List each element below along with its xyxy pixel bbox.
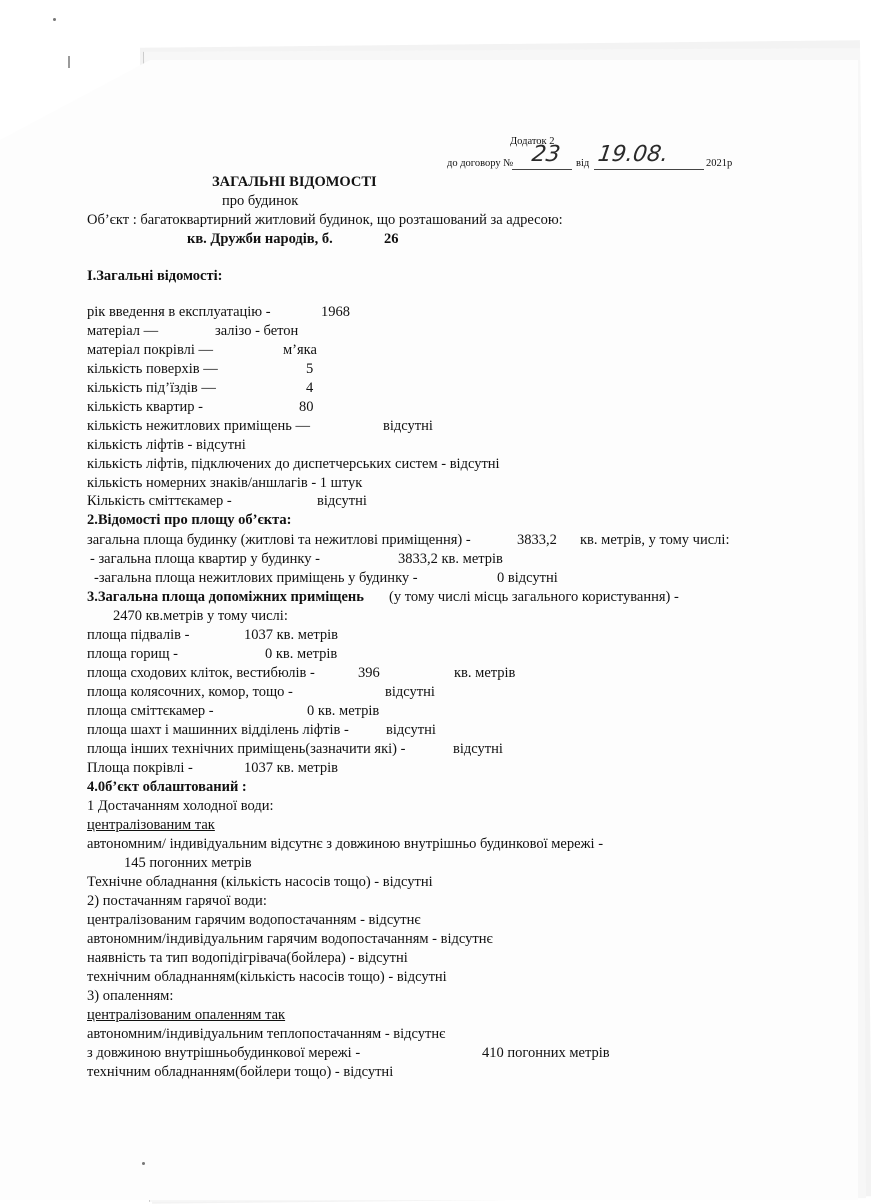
hot-water-autonomous: автономним/індивідуальним гарячим водопостачанням - відсутнє: [87, 931, 493, 947]
basement-area-label: площа підвалів -: [87, 627, 190, 643]
year-built-value: 1968: [321, 304, 350, 320]
contract-number-line: [512, 169, 572, 170]
hot-water-central: централізованим гарячим водопостачанням - відсутнє: [87, 912, 421, 928]
basement-area-value: 1037 кв. метрів: [244, 627, 339, 643]
apartments-value: 80: [299, 399, 314, 415]
hot-water-title: 2) постачанням гарячої води:: [87, 893, 267, 909]
garbage-area-value: 0 кв. метрів: [307, 703, 380, 719]
elevators-line: кількість ліфтів - відсутні: [87, 437, 246, 453]
heating-length-value: 410 погонних метрів: [482, 1045, 610, 1061]
dust-speck: [53, 18, 56, 21]
hot-water-boiler: наявність та тип водопідігрівача(бойлера) - відсутні: [87, 950, 408, 966]
section4-heading: 4.0б’єкт облаштований :: [87, 779, 247, 795]
storage-area-value: відсутні: [385, 684, 435, 700]
cold-water-length: 145 погонних метрів: [124, 855, 252, 871]
nonres-rooms-label: кількість нежитлових приміщень —: [87, 418, 310, 434]
staple-mark: [68, 56, 70, 68]
technical-rooms-area-label: площа інших технічних приміщень(зазначити які) -: [87, 741, 406, 757]
date-prefix: від: [576, 158, 590, 169]
cold-water-central: централізованим так: [87, 817, 215, 833]
contract-date-line: [594, 169, 704, 170]
object-description: Об’єкт : багатоквартирний житловий будинок, що розташований за адресою:: [87, 212, 563, 228]
year-built-label: рік введення в експлуатацію -: [87, 304, 271, 320]
entrances-value: 4: [306, 380, 314, 396]
entrances-label: кількість під’їздів —: [87, 380, 216, 396]
total-area-unit: кв. метрів, у тому числі:: [580, 532, 730, 548]
number-signs-line: кількість номерних знаків/аншлагів - 1 штук: [87, 475, 363, 491]
section3-heading: 3.Загальна площа допоміжних приміщень: [87, 589, 364, 605]
attic-area-label: площа горищ -: [87, 646, 178, 662]
heating-central: централізованим опаленням так: [87, 1007, 286, 1023]
apartments-label: кількість квартир -: [87, 399, 203, 415]
technical-rooms-area-value: відсутні: [453, 741, 503, 757]
appendix-label: Додаток 2: [510, 136, 555, 147]
page-subtitle: про будинок: [222, 193, 299, 209]
contract-number: 23: [530, 142, 562, 167]
heating-autonomous: автономним/індивідуальним теплопостачанням - відсутнє: [87, 1026, 446, 1042]
nonres-rooms-value: відсутні: [383, 418, 433, 434]
section3-heading-rest: (у тому числі місць загального користування) -: [389, 589, 679, 605]
section1-heading: I.Загальні відомості:: [87, 268, 223, 284]
address-number: 26: [384, 231, 399, 247]
garbage-area-label: площа сміттєкамер -: [87, 703, 214, 719]
stairs-area-value: 396: [358, 665, 380, 681]
contract-date: 19.08.: [596, 142, 670, 167]
total-area-label: загальна площа будинку (житлові та нежитлові приміщення) -: [87, 532, 471, 548]
elevator-shaft-area-label: площа шахт і машинних відділень ліфтів -: [87, 722, 349, 738]
apartments-area-value: 3833,2 кв. метрів: [398, 551, 503, 567]
stairs-area-label: площа сходових кліток, вестибюлів -: [87, 665, 315, 681]
total-area-value: 3833,2: [517, 532, 557, 548]
section2-heading: 2.Відомості про площу об’єкта:: [87, 512, 292, 528]
floors-label: кількість поверхів —: [87, 361, 218, 377]
heating-equipment: технічним обладнанням(бойлери тощо) - відсутні: [87, 1064, 394, 1080]
garbage-label: Кількість сміттєкамер -: [87, 493, 232, 509]
attic-area-value: 0 кв. метрів: [265, 646, 338, 662]
address-label: кв. Дружби народів, б.: [187, 231, 333, 247]
elevator-shaft-area-value: відсутні: [386, 722, 436, 738]
page-title: ЗАГАЛЬНІ ВІДОМОСТІ: [212, 174, 377, 190]
cold-water-equipment: Технічне обладнання (кількість насосів тощо) - відсутні: [87, 874, 433, 890]
heating-title: 3) опаленням:: [87, 988, 174, 1004]
roof-material-value: м’яка: [283, 342, 317, 358]
roof-material-label: матеріал покрівлі —: [87, 342, 213, 358]
garbage-value: відсутні: [317, 493, 367, 509]
floors-value: 5: [306, 361, 314, 377]
roof-area-value: 1037 кв. метрів: [244, 760, 339, 776]
stairs-area-unit: кв. метрів: [454, 665, 516, 681]
storage-area-label: площа колясочних, комор, тощо -: [87, 684, 293, 700]
nonres-area-value: 0 відсутні: [497, 570, 558, 586]
nonres-area-label: -загальна площа нежитлових приміщень у будинку -: [94, 570, 418, 586]
cold-water-title: 1 Достачанням холодної води:: [87, 798, 274, 814]
dispatch-elevators-line: кількість ліфтів, підключених до диспетчерських систем - відсутні: [87, 456, 500, 472]
aux-area-total: 2470 кв.метрів у тому числі:: [113, 608, 288, 624]
material-value: залізо - бетон: [215, 323, 299, 339]
dust-speck: [142, 1162, 145, 1165]
contract-prefix: до договору №: [447, 158, 514, 169]
cold-water-autonomous: автономним/ індивідуальним відсутнє з довжиною внутрішньо будинкової мережі -: [87, 836, 604, 852]
heating-length-label: з довжиною внутрішньобудинкової мережі -: [87, 1045, 361, 1061]
roof-area-label: Площа покрівлі -: [87, 760, 193, 776]
hot-water-equipment: технічним обладнанням(кількість насосів тощо) - відсутні: [87, 969, 447, 985]
apartments-area-label: - загальна площа квартир у будинку -: [90, 551, 320, 567]
material-label: матеріал —: [87, 323, 159, 339]
contract-year: 2021р: [706, 158, 733, 169]
